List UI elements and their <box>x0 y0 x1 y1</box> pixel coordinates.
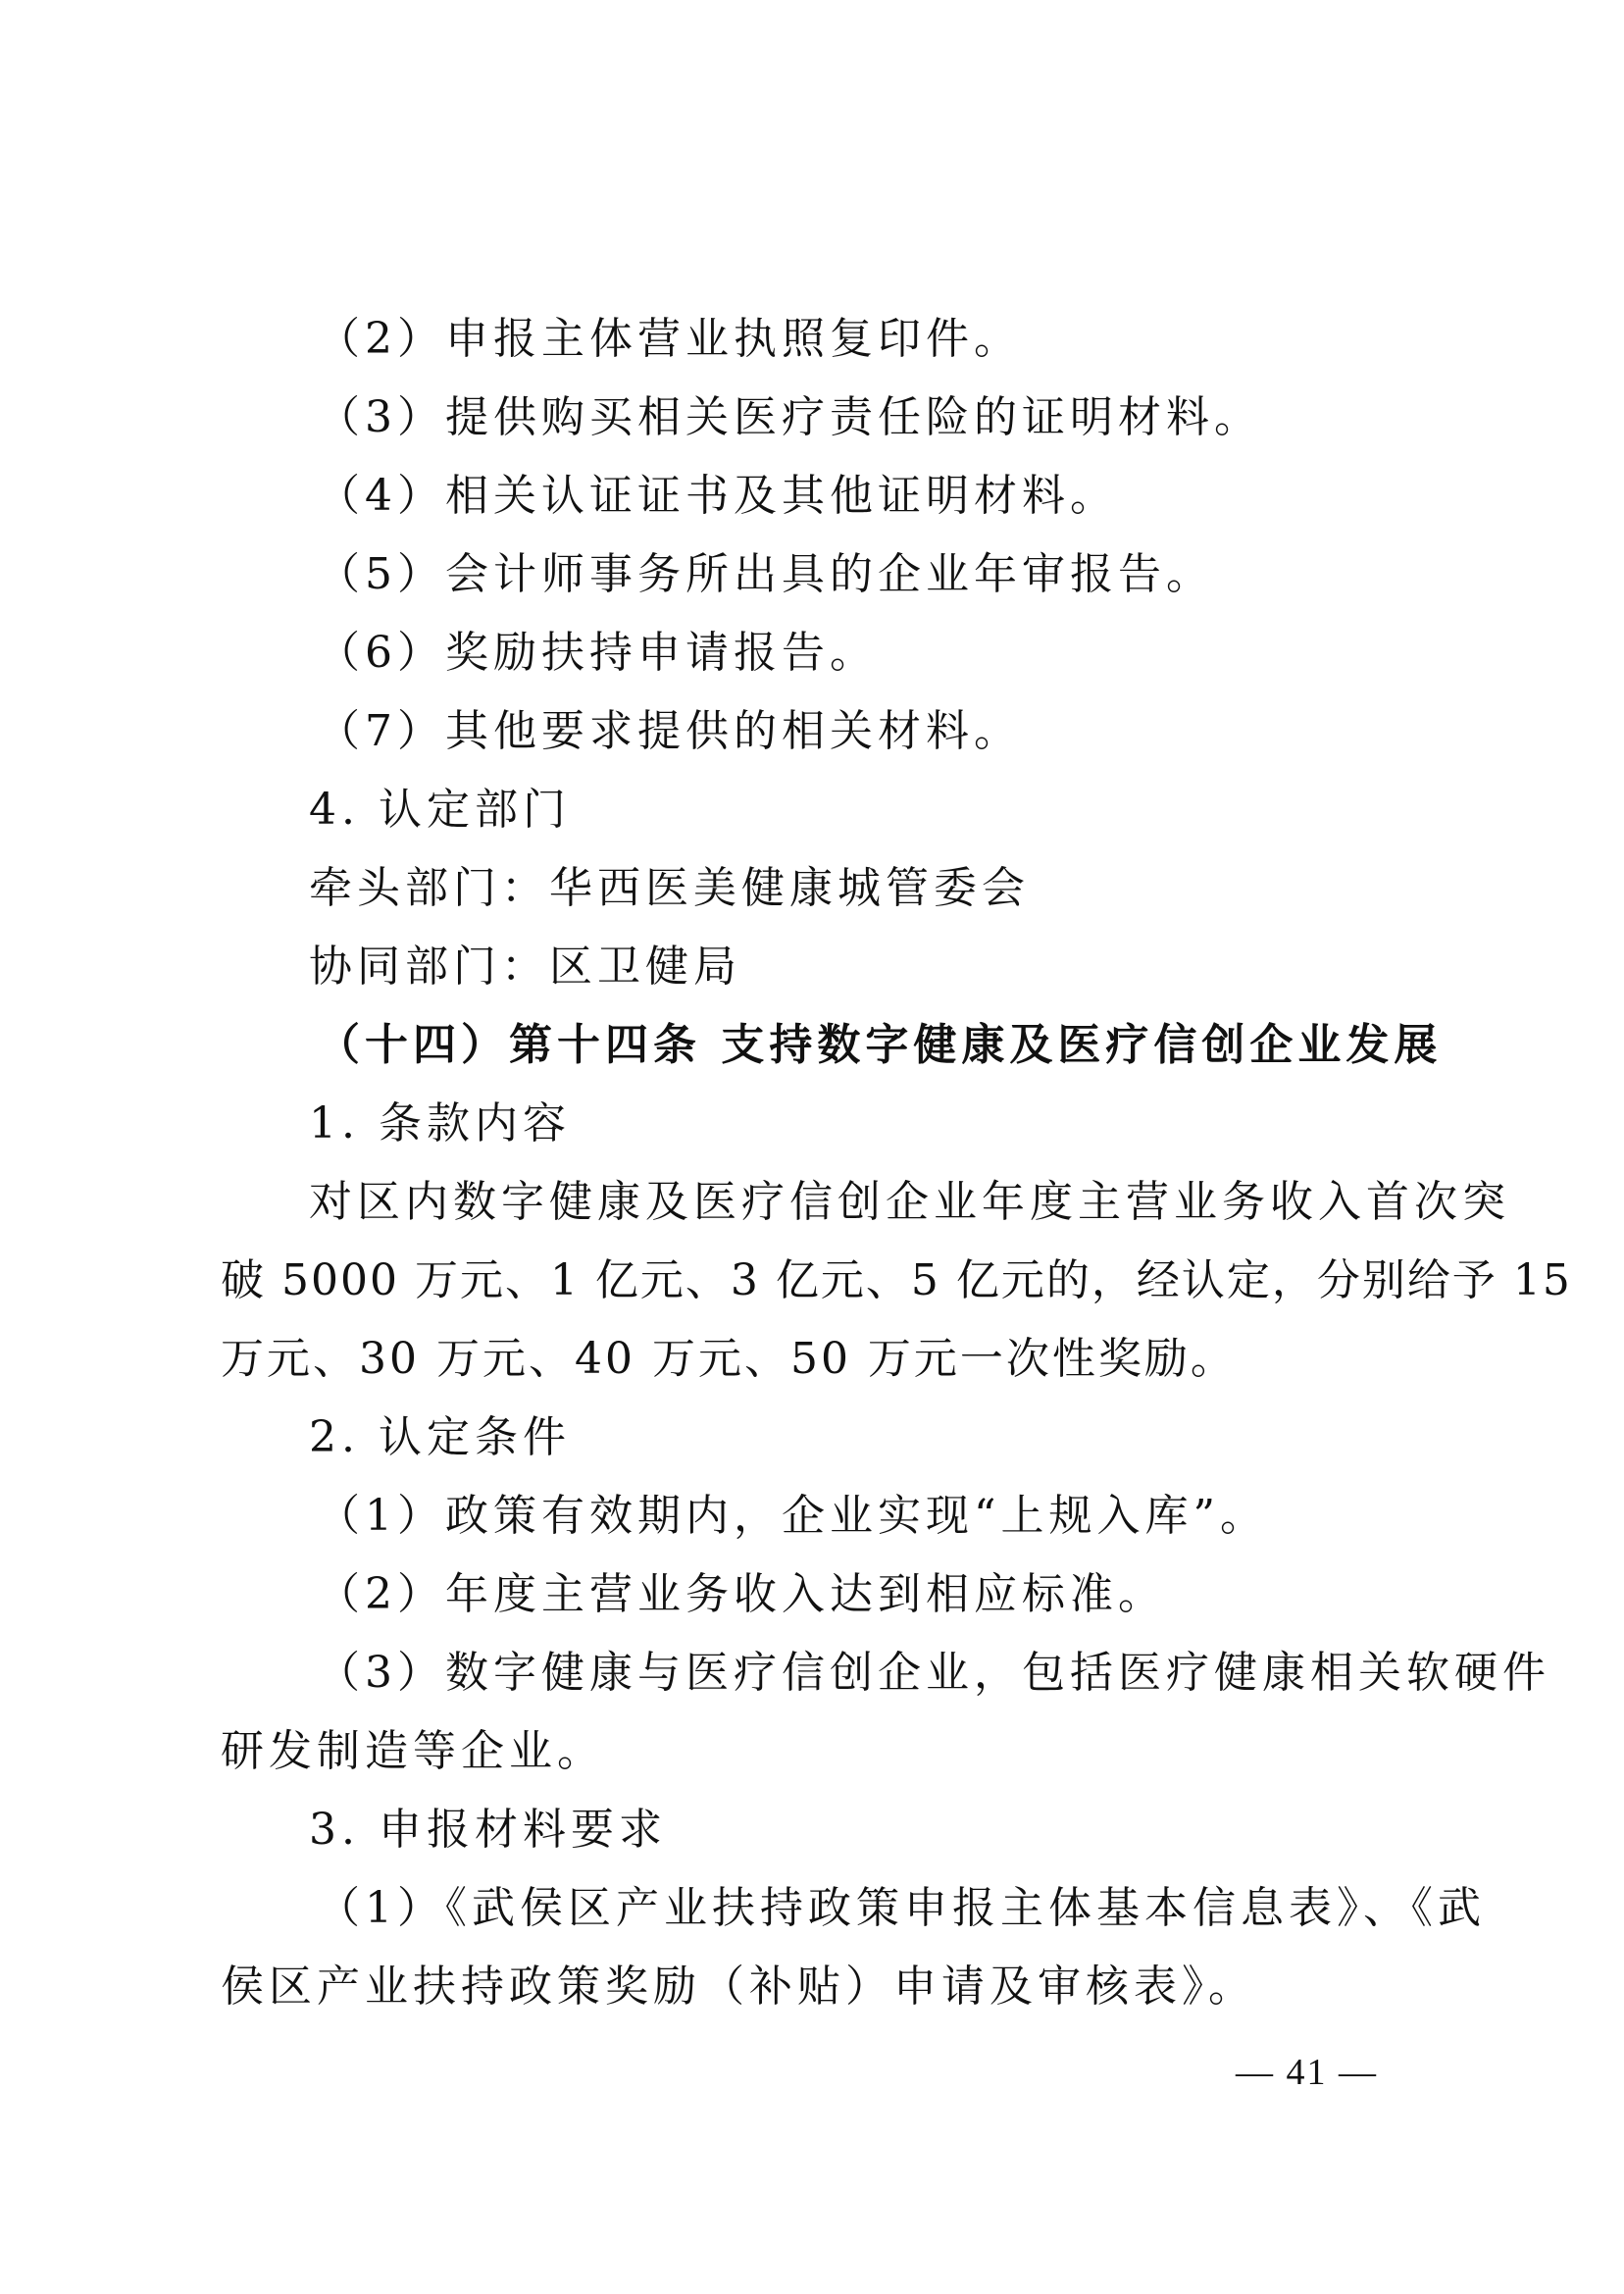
text-line: （5）会计师事务所出具的企业年审报告。 <box>317 549 1214 599</box>
text-line: （6）奖励扶持申请报告。 <box>317 628 878 678</box>
paragraph-line: 对区内数字健康及医疗信创企业年度主营业务收入首次突 <box>309 1177 1510 1227</box>
section-heading: 2. 认定条件 <box>309 1412 571 1462</box>
paragraph-line: （1）《武侯区产业扶持政策申报主体基本信息表》、《武 <box>317 1883 1486 1933</box>
paragraph-line: 万元、30 万元、40 万元、50 万元一次性奖励。 <box>221 1334 1237 1384</box>
text-line: （3）提供购买相关医疗责任险的证明材料。 <box>317 392 1262 442</box>
text-line: （2）年度主营业务收入达到相应标准。 <box>317 1569 1166 1619</box>
text-line: （7）其他要求提供的相关材料。 <box>317 706 1022 756</box>
paragraph-line: 研发制造等企业。 <box>221 1726 605 1776</box>
section-heading: 4. 认定部门 <box>309 785 571 835</box>
text-line: 牵头部门：华西医美健康城管委会 <box>309 863 1030 913</box>
page-number: — 41 — <box>1236 2052 1378 2093</box>
article-heading: （十四）第十四条 支持数字健康及医疗信创企业发展 <box>317 1020 1443 1070</box>
paragraph-line: 侯区产业扶持政策奖励（补贴）申请及审核表》。 <box>221 1962 1256 2012</box>
text-line: 协同部门：区卫健局 <box>309 942 741 992</box>
paragraph-line: （3）数字健康与医疗信创企业，包括医疗健康相关软硬件 <box>317 1648 1550 1698</box>
section-heading: 1. 条款内容 <box>309 1098 571 1148</box>
text-line: （2）申报主体营业执照复印件。 <box>317 314 1022 364</box>
paragraph-line: 破 5000 万元、1 亿元、3 亿元、5 亿元的，经认定，分别给予 15 <box>221 1255 1572 1305</box>
text-line: （1）政策有效期内，企业实现“上规入库”。 <box>317 1491 1268 1541</box>
section-heading: 3. 申报材料要求 <box>309 1805 667 1855</box>
text-line: （4）相关认证证书及其他证明材料。 <box>317 471 1118 521</box>
